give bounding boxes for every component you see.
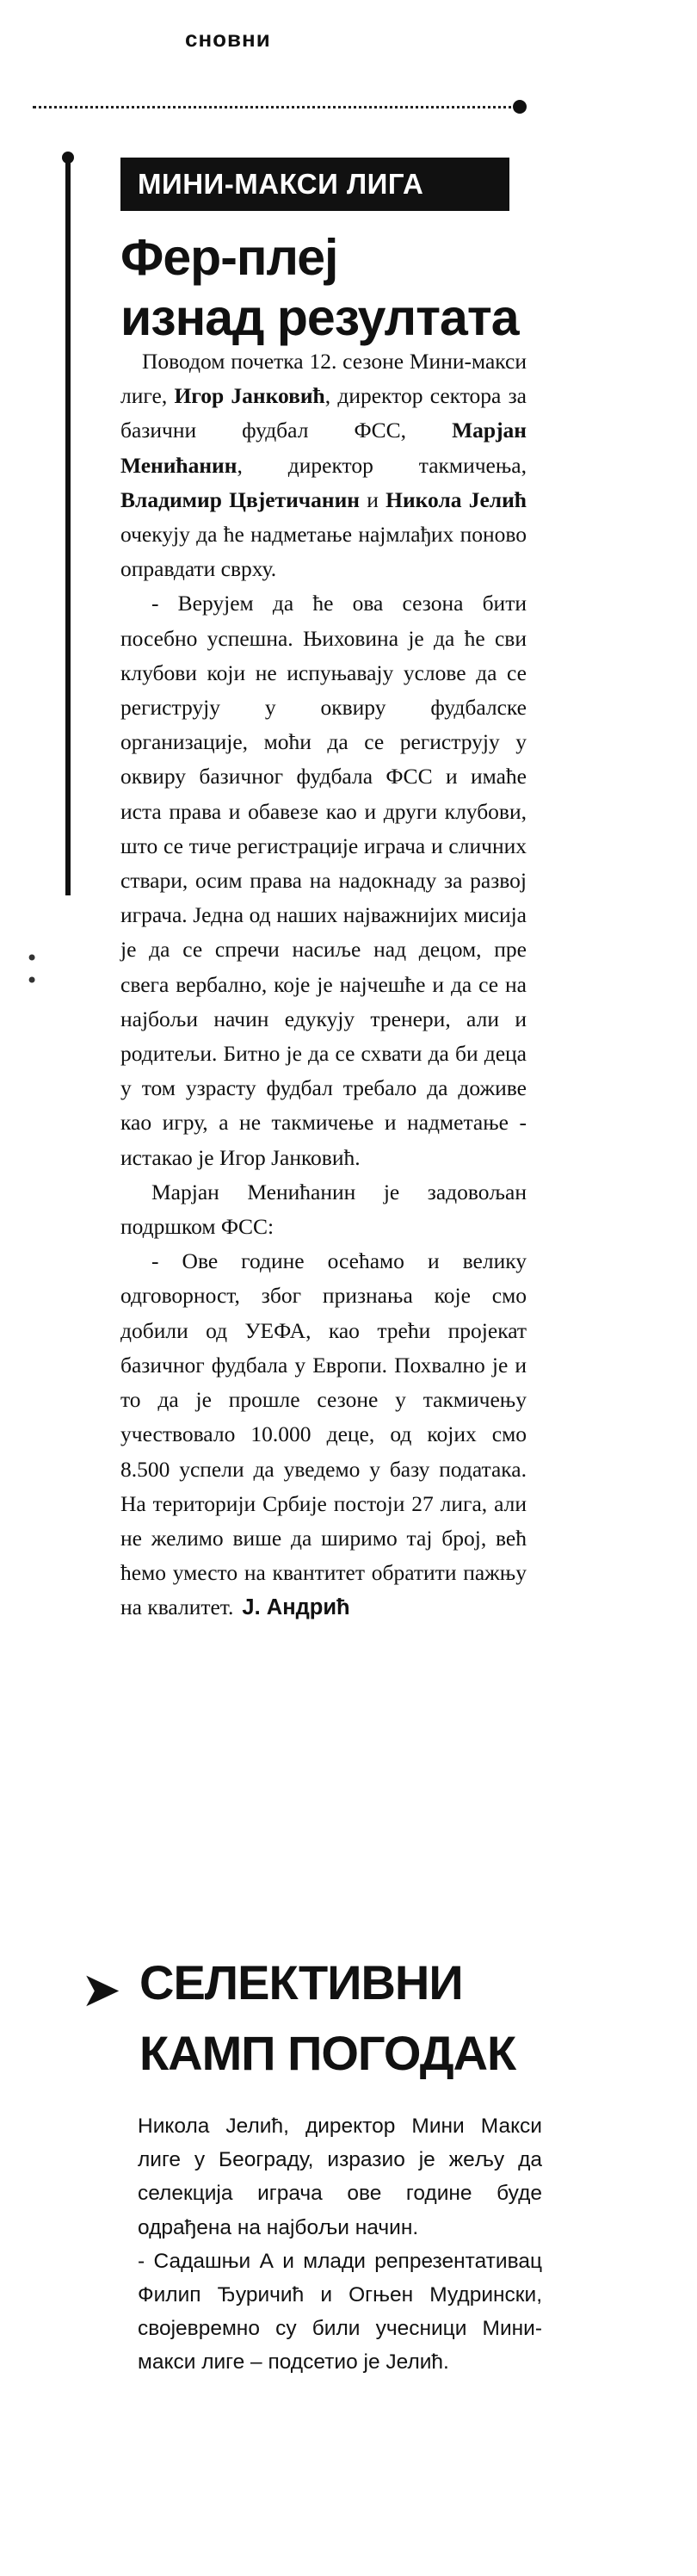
sidebar-title-line-1: СЕЛЕКТИВНИ xyxy=(139,1955,463,2009)
p1-text-4: и xyxy=(360,486,386,512)
sidebar-title xyxy=(139,1947,544,2089)
sidebar-paragraph-2: - Садашњи А и млади репрезентативац Филип Ђуричић и Огњен Мудрински, својевремно су били учесници Мини-макси лиге – подсетио је Јелић. xyxy=(138,2249,542,2375)
p1-text-1: Поводом почетка 12. сезоне Мини-макси лиге, xyxy=(120,349,527,409)
sidebar-title-line-2: КАМП ПОГОДАК xyxy=(139,2026,516,2080)
p1-text-3: , директор такмичења, xyxy=(237,452,527,478)
article-paragraph-3: Марјан Менићанин је задовољан подршком ФСС: xyxy=(120,1179,527,1240)
headline xyxy=(120,227,602,348)
headline-line-1: Фер-плеј xyxy=(120,229,338,286)
sidebar-paragraph-1: Никола Јелић, директор Мини Макси лиге у Београду, изразио је жељу да селекција играча ове године буде одрађена на најбољи начин. xyxy=(138,2115,542,2239)
article-body xyxy=(120,344,527,1625)
person-vladimir-cvjeticanin: Владимир Цвјетичанин xyxy=(120,486,360,512)
byline: Ј. Андрић xyxy=(242,1595,350,1620)
headline-line-2: изнад резултата xyxy=(120,289,519,346)
p1-text-5: очекују да ће надметање најмлађих поново оправдати сврху. xyxy=(120,522,527,582)
p1-text-2: , директор сектора за базични фудбал ФСС, xyxy=(120,383,527,443)
scan-marks: • • xyxy=(26,946,39,993)
p4-text: - Ове године осећамо и велику одговорност, због признања које смо добили од УЕФА, као трећи пројекат базичног фудбала у Европи. Похвално је и то да је прошле сезоне у такмичењу учествовало 10.000 деце, од којих смо 8.500 успели да уведемо у базу података. На територији Србије постоји 27 лига, али не желимо више да ширимо тај број, већ ћемо уместо на квантитет обратити пажњу на квалитет. xyxy=(120,1248,527,1620)
sidebar-body xyxy=(138,2109,542,2380)
arrow-icon: ➤ xyxy=(81,1962,121,2018)
left-vertical-rule xyxy=(65,157,71,895)
article-paragraph-2: - Верујем да ће ова сезона бити посебно успешна. Њиховина је да ће сви клубови који не испуњавају услове да се региструју у оквиру фудбалске организације, моћи да се региструју у оквиру базичног фудбала ФСС и имаће иста права и обавезе као и други клубови, што се тиче регистрације играча и сличних ствари, осим права на надокнаду за развој играча. Једна од наших најважнијих мисија је да се спречи насиље над децом, пре свега вербално, које је најчешће и да се на најбољи начин едукују тренери, али и родитељи. Битно је да се схвати да би деца у том узрасту фудбал требало да доживе као игру, а не такмичење и надметање - истакао је Игор Јанковић. xyxy=(120,591,527,1170)
top-dotted-rule xyxy=(33,106,523,108)
person-igor-jankovic: Игор Јанковић xyxy=(174,383,325,409)
top-rule-end-dot xyxy=(513,100,527,114)
section-kicker: МИНИ-МАКСИ ЛИГА xyxy=(120,158,509,211)
person-nikola-jelic: Никола Јелић xyxy=(386,486,527,512)
masthead-fragment: сновни xyxy=(185,26,271,52)
article-paragraph-4 xyxy=(120,1244,527,1625)
person-marjan-menicanin: Марјан Менићанин xyxy=(120,418,527,478)
article-paragraph-1 xyxy=(120,344,527,586)
